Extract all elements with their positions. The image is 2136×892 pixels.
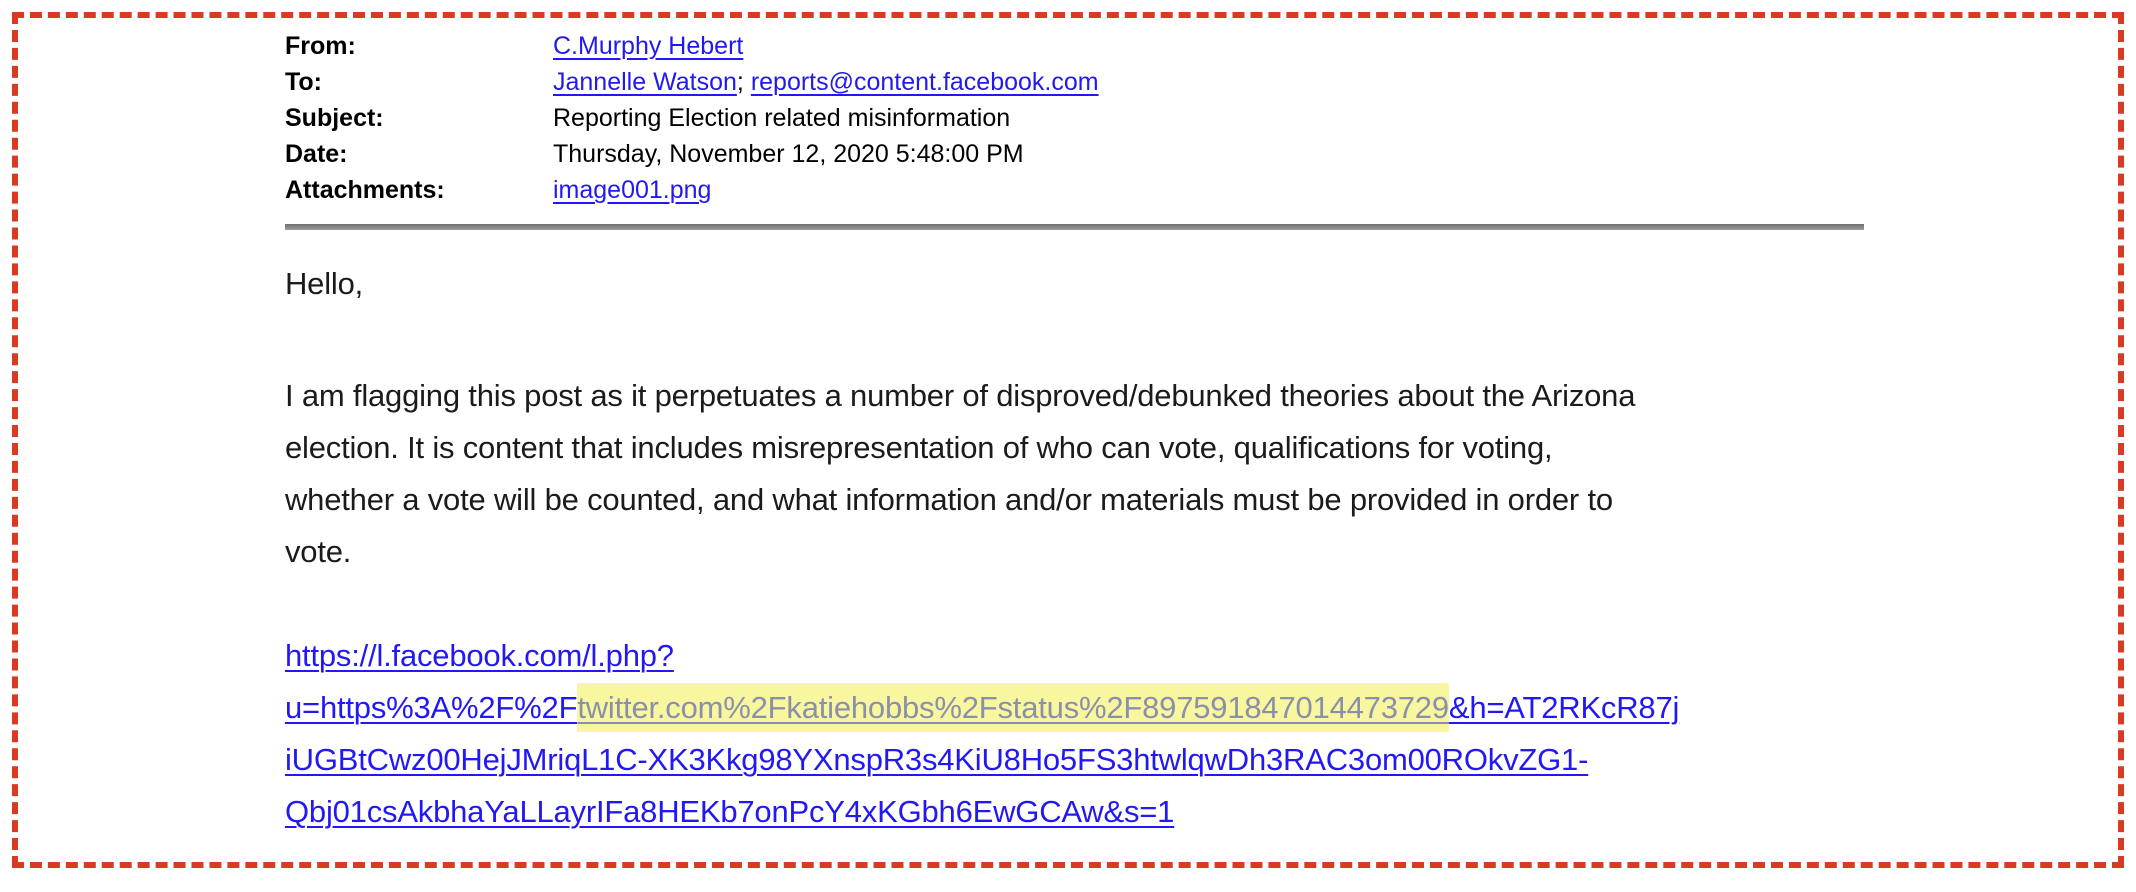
- header-row-attachments: [285, 172, 2078, 208]
- paragraph-line: whether a vote will be counted, and what information and/or materials must be provided in order to: [285, 482, 1613, 517]
- url-line-4[interactable]: Qbj01csAkbhaYaLLayrIFa8HEKb7onPcY4xKGbh6EwGCAw&s=1: [285, 794, 1175, 829]
- from-link[interactable]: C.Murphy Hebert: [553, 32, 744, 60]
- email-content: [18, 18, 2118, 838]
- url-line-2-suffix[interactable]: &h=AT2RKcR87j: [1448, 690, 1680, 725]
- to-recipient-email-link[interactable]: reports@content.facebook.com: [750, 68, 1099, 96]
- date-label: Date:: [285, 140, 348, 168]
- from-label: From:: [285, 32, 356, 60]
- header-row-subject: [285, 100, 2078, 136]
- paragraph-line: vote.: [285, 534, 352, 569]
- greeting-text: Hello,: [285, 266, 364, 301]
- flagged-post-url-block: [285, 630, 2078, 838]
- paragraph-line: election. It is content that includes misrepresentation of who can vote, qualifications for voting,: [285, 430, 1553, 465]
- attachment-link[interactable]: image001.png: [553, 176, 712, 204]
- flagged-post-link[interactable]: [285, 630, 2078, 838]
- header-row-date: [285, 136, 2078, 172]
- paragraph-line: I am flagging this post as it perpetuates a number of disproved/debunked theories about the Arizona: [285, 378, 1636, 413]
- url-highlighted-tweet-path[interactable]: twitter.com%2Fkatiehobbs%2Fstatus%2F897591847014473729: [577, 683, 1449, 732]
- to-recipient-link[interactable]: Jannelle Watson: [553, 68, 737, 96]
- email-document: [12, 12, 2124, 868]
- subject-value: Reporting Election related misinformation: [553, 104, 1011, 132]
- body-paragraph: [285, 370, 2078, 578]
- url-line-3[interactable]: iUGBtCwz00HejJMriqL1C-XK3Kkg98YXnspR3s4KiU8Ho5FS3htwlqwDh3RAC3om00ROkvZG1-: [285, 742, 1589, 777]
- url-line-1[interactable]: https://l.facebook.com/l.php?: [285, 638, 674, 673]
- attachments-label: Attachments:: [285, 176, 445, 204]
- header-body-divider: [285, 224, 1864, 230]
- header-row-to: [285, 64, 2078, 100]
- to-separator: ;: [736, 68, 751, 96]
- subject-label: Subject:: [285, 104, 384, 132]
- header-row-from: [285, 28, 2078, 64]
- date-value: Thursday, November 12, 2020 5:48:00 PM: [553, 140, 1024, 168]
- to-label: To:: [285, 68, 323, 96]
- url-line-2-prefix[interactable]: u=https%3A%2F%2F: [285, 690, 578, 725]
